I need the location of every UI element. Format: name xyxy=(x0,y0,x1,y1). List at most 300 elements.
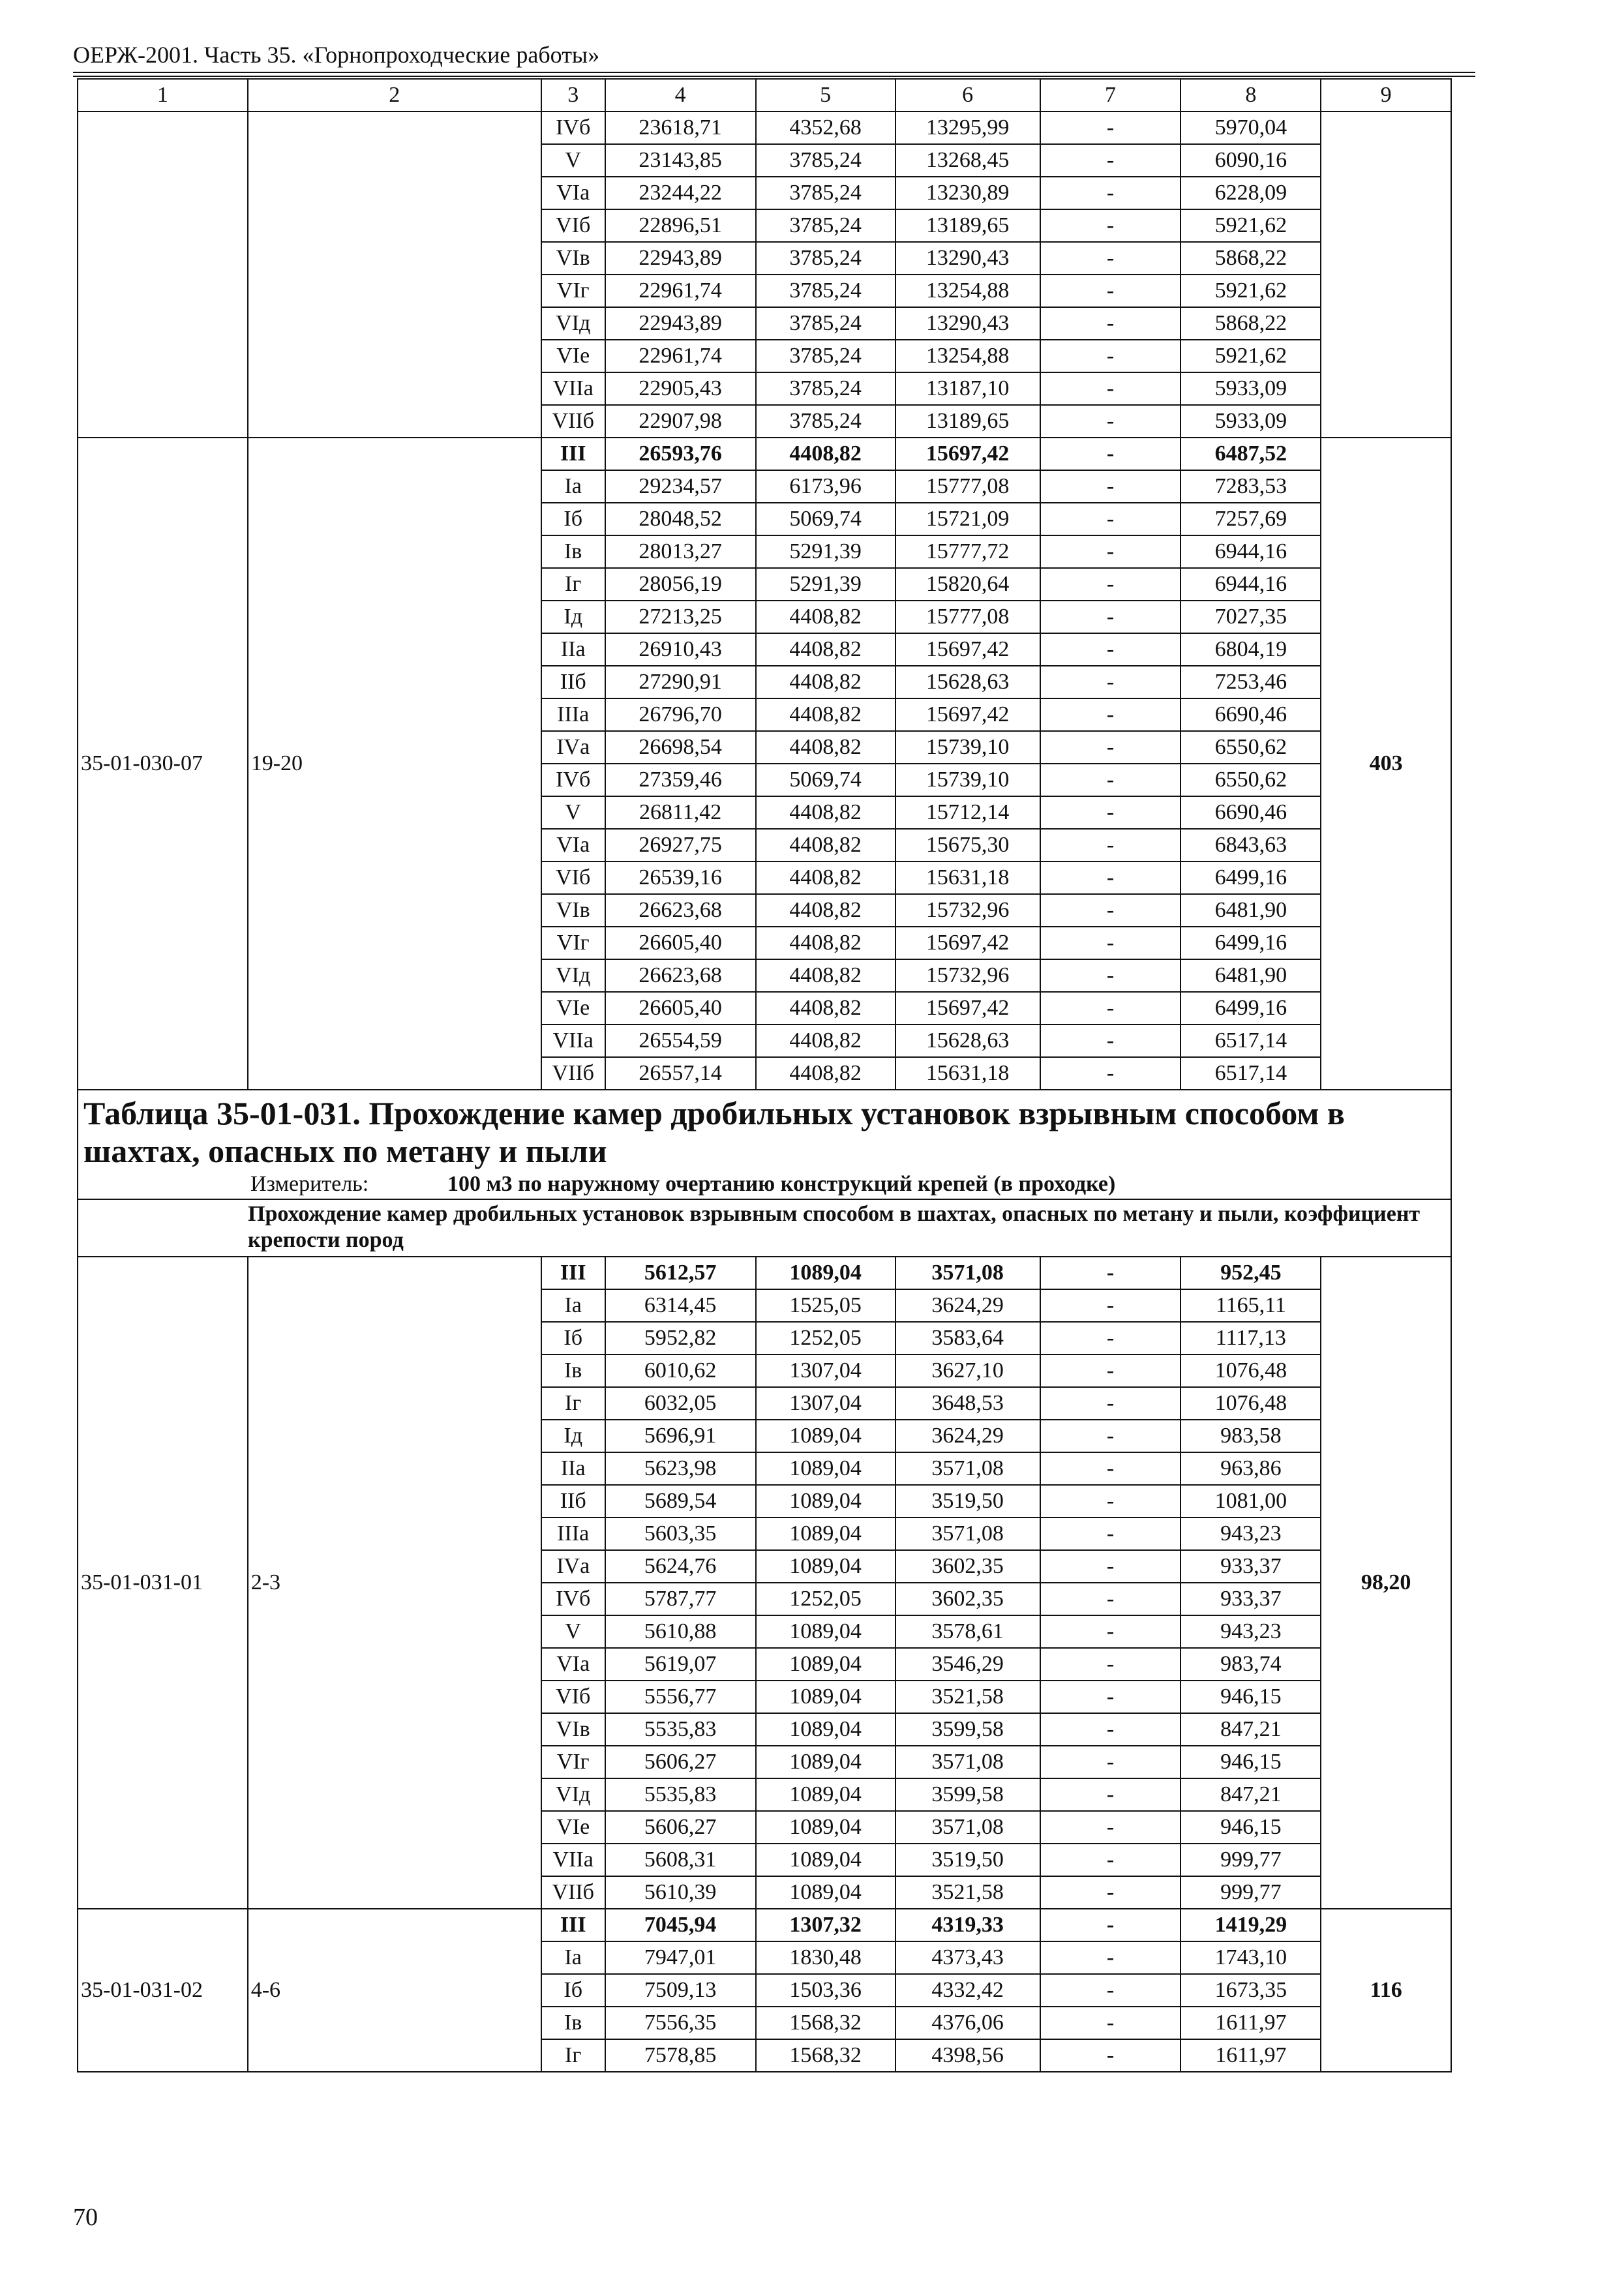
material-cost: 933,37 xyxy=(1180,1583,1321,1615)
column-number-row xyxy=(78,79,1451,112)
labor-cost: 1089,04 xyxy=(756,1844,895,1876)
operator-cost: - xyxy=(1040,340,1181,372)
labor-cost: 4408,82 xyxy=(756,601,895,633)
table-row xyxy=(78,1909,1451,1941)
rock-category: VIв xyxy=(541,894,605,927)
total-cost: 7556,35 xyxy=(605,2007,756,2039)
column-number: 8 xyxy=(1180,79,1321,112)
machine-cost: 3624,29 xyxy=(895,1289,1040,1322)
machine-cost: 15739,10 xyxy=(895,764,1040,796)
operator-cost: - xyxy=(1040,372,1181,405)
total-cost: 26623,68 xyxy=(605,894,756,927)
labor-cost: 1089,04 xyxy=(756,1746,895,1778)
operator-cost: - xyxy=(1040,1778,1181,1811)
material-cost: 1076,48 xyxy=(1180,1387,1321,1420)
material-cost: 5921,62 xyxy=(1180,209,1321,242)
operator-cost: - xyxy=(1040,1648,1181,1681)
rock-category: III xyxy=(541,1257,605,1289)
rock-category: VIIб xyxy=(541,405,605,438)
total-cost: 5610,88 xyxy=(605,1615,756,1648)
machine-cost: 4376,06 xyxy=(895,2007,1040,2039)
labor-cost: 1089,04 xyxy=(756,1648,895,1681)
labor-cost: 3785,24 xyxy=(756,372,895,405)
material-cost: 5933,09 xyxy=(1180,405,1321,438)
table-row xyxy=(78,1257,1451,1289)
material-cost: 1673,35 xyxy=(1180,1974,1321,2007)
total-cost: 26796,70 xyxy=(605,698,756,731)
material-cost: 1117,13 xyxy=(1180,1322,1321,1354)
material-cost: 5868,22 xyxy=(1180,307,1321,340)
rock-category: V xyxy=(541,144,605,177)
total-cost: 28056,19 xyxy=(605,568,756,601)
total-cost: 26811,42 xyxy=(605,796,756,829)
rock-category: IVа xyxy=(541,1550,605,1583)
rock-category: VIб xyxy=(541,1681,605,1713)
machine-cost: 3571,08 xyxy=(895,1452,1040,1485)
labor-hours: 403 xyxy=(1321,438,1451,1090)
operator-cost: - xyxy=(1040,698,1181,731)
rock-category: VIе xyxy=(541,340,605,372)
rock-category: VIе xyxy=(541,1811,605,1844)
measure-value: 100 м3 по наружному очертанию конструкций крепей (в проходке) xyxy=(447,1172,1116,1196)
total-cost: 6032,05 xyxy=(605,1387,756,1420)
labor-cost: 3785,24 xyxy=(756,275,895,307)
total-cost: 5606,27 xyxy=(605,1811,756,1844)
material-cost: 7253,46 xyxy=(1180,666,1321,698)
machine-cost: 4398,56 xyxy=(895,2039,1040,2072)
machine-cost: 3578,61 xyxy=(895,1615,1040,1648)
machine-cost: 13290,43 xyxy=(895,307,1040,340)
rock-category: IIа xyxy=(541,1452,605,1485)
rock-category: VIIа xyxy=(541,1025,605,1057)
material-cost: 6550,62 xyxy=(1180,731,1321,764)
operator-cost: - xyxy=(1040,1583,1181,1615)
operator-cost: - xyxy=(1040,112,1181,144)
machine-cost: 15697,42 xyxy=(895,633,1040,666)
operator-cost: - xyxy=(1040,1387,1181,1420)
machine-cost: 15697,42 xyxy=(895,698,1040,731)
machine-cost: 3571,08 xyxy=(895,1518,1040,1550)
material-cost: 5868,22 xyxy=(1180,242,1321,275)
labor-cost: 6173,96 xyxy=(756,470,895,503)
total-cost: 26623,68 xyxy=(605,959,756,992)
total-cost: 5696,91 xyxy=(605,1420,756,1452)
operator-cost: - xyxy=(1040,829,1181,861)
material-cost: 7257,69 xyxy=(1180,503,1321,535)
operator-cost: - xyxy=(1040,307,1181,340)
material-cost: 1611,97 xyxy=(1180,2039,1321,2072)
machine-cost: 15721,09 xyxy=(895,503,1040,535)
labor-cost: 1568,32 xyxy=(756,2007,895,2039)
operator-cost: - xyxy=(1040,535,1181,568)
operator-cost: - xyxy=(1040,861,1181,894)
machine-cost: 3521,58 xyxy=(895,1681,1040,1713)
rock-strength: 4-6 xyxy=(248,1909,541,2072)
rock-category: IVб xyxy=(541,764,605,796)
rate-code: 35-01-031-01 xyxy=(78,1257,248,1909)
labor-cost: 1568,32 xyxy=(756,2039,895,2072)
labor-cost: 1252,05 xyxy=(756,1322,895,1354)
machine-cost: 4332,42 xyxy=(895,1974,1040,2007)
material-cost: 6517,14 xyxy=(1180,1025,1321,1057)
rock-category: Iд xyxy=(541,601,605,633)
rock-category: Iа xyxy=(541,1941,605,1974)
rock-category: V xyxy=(541,1615,605,1648)
total-cost: 5689,54 xyxy=(605,1485,756,1518)
material-cost: 952,45 xyxy=(1180,1257,1321,1289)
labor-cost: 1089,04 xyxy=(756,1713,895,1746)
total-cost: 23143,85 xyxy=(605,144,756,177)
labor-cost: 4408,82 xyxy=(756,829,895,861)
operator-cost: - xyxy=(1040,177,1181,209)
total-cost: 23244,22 xyxy=(605,177,756,209)
table-title-cell xyxy=(78,1090,1451,1199)
total-cost: 5610,39 xyxy=(605,1876,756,1909)
page-number: 70 xyxy=(73,2204,98,2231)
labor-cost: 4408,82 xyxy=(756,796,895,829)
material-cost: 6481,90 xyxy=(1180,894,1321,927)
rock-strength: 19-20 xyxy=(248,438,541,1090)
labor-cost: 4408,82 xyxy=(756,927,895,959)
total-cost: 22961,74 xyxy=(605,275,756,307)
rock-category: IVб xyxy=(541,112,605,144)
rock-category: VIг xyxy=(541,1746,605,1778)
table-row xyxy=(78,112,1451,144)
machine-cost: 15732,96 xyxy=(895,894,1040,927)
labor-cost: 3785,24 xyxy=(756,177,895,209)
material-cost: 1419,29 xyxy=(1180,1909,1321,1941)
labor-cost: 1089,04 xyxy=(756,1615,895,1648)
machine-cost: 15697,42 xyxy=(895,438,1040,470)
labor-cost: 3785,24 xyxy=(756,209,895,242)
rates-table xyxy=(77,78,1452,2072)
labor-cost: 1089,04 xyxy=(756,1681,895,1713)
total-cost: 27213,25 xyxy=(605,601,756,633)
labor-cost: 3785,24 xyxy=(756,405,895,438)
machine-cost: 13254,88 xyxy=(895,275,1040,307)
total-cost: 7509,13 xyxy=(605,1974,756,2007)
material-cost: 6550,62 xyxy=(1180,764,1321,796)
operator-cost: - xyxy=(1040,1876,1181,1909)
operator-cost: - xyxy=(1040,1420,1181,1452)
rock-category: IIа xyxy=(541,633,605,666)
labor-cost: 4352,68 xyxy=(756,112,895,144)
total-cost: 26554,59 xyxy=(605,1025,756,1057)
machine-cost: 13187,10 xyxy=(895,372,1040,405)
labor-cost: 1830,48 xyxy=(756,1941,895,1974)
rock-category: VIг xyxy=(541,275,605,307)
material-cost: 5933,09 xyxy=(1180,372,1321,405)
column-number: 6 xyxy=(895,79,1040,112)
machine-cost: 15732,96 xyxy=(895,959,1040,992)
labor-cost: 5291,39 xyxy=(756,568,895,601)
labor-cost: 1089,04 xyxy=(756,1485,895,1518)
operator-cost: - xyxy=(1040,568,1181,601)
labor-cost: 1503,36 xyxy=(756,1974,895,2007)
labor-cost: 4408,82 xyxy=(756,959,895,992)
rock-category: IIб xyxy=(541,1485,605,1518)
material-cost: 6481,90 xyxy=(1180,959,1321,992)
labor-cost: 4408,82 xyxy=(756,438,895,470)
rate-code: 35-01-030-07 xyxy=(78,438,248,1090)
operator-cost: - xyxy=(1040,1289,1181,1322)
operator-cost: - xyxy=(1040,894,1181,927)
machine-cost: 3599,58 xyxy=(895,1713,1040,1746)
material-cost: 6843,63 xyxy=(1180,829,1321,861)
column-number: 9 xyxy=(1321,79,1451,112)
machine-cost: 15777,08 xyxy=(895,601,1040,633)
material-cost: 6517,14 xyxy=(1180,1057,1321,1090)
labor-cost: 1089,04 xyxy=(756,1420,895,1452)
operator-cost: - xyxy=(1040,1025,1181,1057)
machine-cost: 3602,35 xyxy=(895,1583,1040,1615)
material-cost: 5921,62 xyxy=(1180,340,1321,372)
total-cost: 5787,77 xyxy=(605,1583,756,1615)
operator-cost: - xyxy=(1040,144,1181,177)
material-cost: 6499,16 xyxy=(1180,992,1321,1025)
rock-category: IIб xyxy=(541,666,605,698)
operator-cost: - xyxy=(1040,2039,1181,2072)
machine-cost: 15631,18 xyxy=(895,1057,1040,1090)
rock-category: Iв xyxy=(541,535,605,568)
rock-category: VIа xyxy=(541,1648,605,1681)
material-cost: 999,77 xyxy=(1180,1876,1321,1909)
machine-cost: 15777,08 xyxy=(895,470,1040,503)
operator-cost: - xyxy=(1040,503,1181,535)
total-cost: 22896,51 xyxy=(605,209,756,242)
labor-cost: 1307,32 xyxy=(756,1909,895,1941)
material-cost: 7027,35 xyxy=(1180,601,1321,633)
total-cost: 7578,85 xyxy=(605,2039,756,2072)
page-header: ОЕРЖ-2001. Часть 35. «Горнопроходческие работы» xyxy=(73,42,600,68)
labor-hours: 98,20 xyxy=(1321,1257,1451,1909)
machine-cost: 3599,58 xyxy=(895,1778,1040,1811)
material-cost: 1076,48 xyxy=(1180,1354,1321,1387)
total-cost: 27359,46 xyxy=(605,764,756,796)
total-cost: 26557,14 xyxy=(605,1057,756,1090)
labor-cost: 1089,04 xyxy=(756,1876,895,1909)
machine-cost: 3571,08 xyxy=(895,1811,1040,1844)
rate-code xyxy=(78,112,248,438)
machine-cost: 15697,42 xyxy=(895,992,1040,1025)
operator-cost: - xyxy=(1040,405,1181,438)
material-cost: 6690,46 xyxy=(1180,698,1321,731)
material-cost: 6944,16 xyxy=(1180,535,1321,568)
total-cost: 22943,89 xyxy=(605,242,756,275)
operator-cost: - xyxy=(1040,1452,1181,1485)
material-cost: 1611,97 xyxy=(1180,2007,1321,2039)
operator-cost: - xyxy=(1040,1746,1181,1778)
column-number: 3 xyxy=(541,79,605,112)
operator-cost: - xyxy=(1040,1811,1181,1844)
labor-cost: 3785,24 xyxy=(756,340,895,372)
column-number: 4 xyxy=(605,79,756,112)
machine-cost: 15631,18 xyxy=(895,861,1040,894)
material-cost: 983,74 xyxy=(1180,1648,1321,1681)
operator-cost: - xyxy=(1040,796,1181,829)
operator-cost: - xyxy=(1040,1322,1181,1354)
rock-category: VIа xyxy=(541,829,605,861)
machine-cost: 3648,53 xyxy=(895,1387,1040,1420)
total-cost: 28048,52 xyxy=(605,503,756,535)
rock-category: Iв xyxy=(541,2007,605,2039)
labor-cost: 1252,05 xyxy=(756,1583,895,1615)
rock-category: VIIб xyxy=(541,1876,605,1909)
machine-cost: 15628,63 xyxy=(895,1025,1040,1057)
machine-cost: 13230,89 xyxy=(895,177,1040,209)
operator-cost: - xyxy=(1040,633,1181,666)
operator-cost: - xyxy=(1040,2007,1181,2039)
operator-cost: - xyxy=(1040,764,1181,796)
operator-cost: - xyxy=(1040,209,1181,242)
rock-category: VIг xyxy=(541,927,605,959)
rate-code: 35-01-031-02 xyxy=(78,1909,248,2072)
machine-cost: 13268,45 xyxy=(895,144,1040,177)
machine-cost: 15712,14 xyxy=(895,796,1040,829)
labor-cost: 3785,24 xyxy=(756,242,895,275)
material-cost: 943,23 xyxy=(1180,1615,1321,1648)
operator-cost: - xyxy=(1040,1974,1181,2007)
rock-category: Iа xyxy=(541,1289,605,1322)
rock-category: VIв xyxy=(541,242,605,275)
machine-cost: 13254,88 xyxy=(895,340,1040,372)
header-rule xyxy=(73,76,1475,77)
labor-cost: 5291,39 xyxy=(756,535,895,568)
rock-category: IIIа xyxy=(541,698,605,731)
operator-cost: - xyxy=(1040,1681,1181,1713)
machine-cost: 15777,72 xyxy=(895,535,1040,568)
rock-category: Iг xyxy=(541,1387,605,1420)
total-cost: 28013,27 xyxy=(605,535,756,568)
total-cost: 5535,83 xyxy=(605,1713,756,1746)
operator-cost: - xyxy=(1040,470,1181,503)
operator-cost: - xyxy=(1040,1615,1181,1648)
rock-category: IIIа xyxy=(541,1518,605,1550)
labor-cost: 1089,04 xyxy=(756,1811,895,1844)
labor-cost: 1307,04 xyxy=(756,1387,895,1420)
rock-category: VIIа xyxy=(541,1844,605,1876)
rock-category: VIб xyxy=(541,861,605,894)
operator-cost: - xyxy=(1040,731,1181,764)
rock-category: Iд xyxy=(541,1420,605,1452)
machine-cost: 15739,10 xyxy=(895,731,1040,764)
total-cost: 5608,31 xyxy=(605,1844,756,1876)
total-cost: 5619,07 xyxy=(605,1648,756,1681)
material-cost: 963,86 xyxy=(1180,1452,1321,1485)
total-cost: 26605,40 xyxy=(605,992,756,1025)
column-number: 5 xyxy=(756,79,895,112)
rock-category: V xyxy=(541,796,605,829)
material-cost: 1743,10 xyxy=(1180,1941,1321,1974)
rock-strength xyxy=(248,112,541,438)
operator-cost: - xyxy=(1040,1550,1181,1583)
rock-category: Iа xyxy=(541,470,605,503)
total-cost: 26605,40 xyxy=(605,927,756,959)
rock-category: Iг xyxy=(541,2039,605,2072)
header-rule xyxy=(73,72,1475,73)
machine-cost: 3519,50 xyxy=(895,1485,1040,1518)
machine-cost: 3546,29 xyxy=(895,1648,1040,1681)
total-cost: 5623,98 xyxy=(605,1452,756,1485)
total-cost: 5612,57 xyxy=(605,1257,756,1289)
material-cost: 6804,19 xyxy=(1180,633,1321,666)
labor-cost: 4408,82 xyxy=(756,1057,895,1090)
operator-cost: - xyxy=(1040,1941,1181,1974)
labor-cost: 1307,04 xyxy=(756,1354,895,1387)
table-row xyxy=(78,438,1451,470)
total-cost: 7947,01 xyxy=(605,1941,756,1974)
operator-cost: - xyxy=(1040,1518,1181,1550)
labor-cost: 4408,82 xyxy=(756,1025,895,1057)
total-cost: 22961,74 xyxy=(605,340,756,372)
labor-cost: 5069,74 xyxy=(756,503,895,535)
labor-cost: 1089,04 xyxy=(756,1257,895,1289)
labor-cost: 4408,82 xyxy=(756,731,895,764)
operator-cost: - xyxy=(1040,1713,1181,1746)
material-cost: 943,23 xyxy=(1180,1518,1321,1550)
material-cost: 999,77 xyxy=(1180,1844,1321,1876)
rock-category: Iв xyxy=(541,1354,605,1387)
rock-category: VIд xyxy=(541,307,605,340)
total-cost: 5603,35 xyxy=(605,1518,756,1550)
machine-cost: 4373,43 xyxy=(895,1941,1040,1974)
machine-cost: 3624,29 xyxy=(895,1420,1040,1452)
machine-cost: 3519,50 xyxy=(895,1844,1040,1876)
labor-cost: 1089,04 xyxy=(756,1518,895,1550)
operator-cost: - xyxy=(1040,1485,1181,1518)
material-cost: 6944,16 xyxy=(1180,568,1321,601)
labor-cost: 1089,04 xyxy=(756,1452,895,1485)
operator-cost: - xyxy=(1040,1844,1181,1876)
total-cost: 5952,82 xyxy=(605,1322,756,1354)
material-cost: 1081,00 xyxy=(1180,1485,1321,1518)
material-cost: 847,21 xyxy=(1180,1778,1321,1811)
total-cost: 22907,98 xyxy=(605,405,756,438)
material-cost: 847,21 xyxy=(1180,1713,1321,1746)
material-cost: 933,37 xyxy=(1180,1550,1321,1583)
total-cost: 6010,62 xyxy=(605,1354,756,1387)
machine-cost: 3627,10 xyxy=(895,1354,1040,1387)
machine-cost: 13189,65 xyxy=(895,405,1040,438)
machine-cost: 15628,63 xyxy=(895,666,1040,698)
material-cost: 5921,62 xyxy=(1180,275,1321,307)
machine-cost: 15820,64 xyxy=(895,568,1040,601)
measure-line xyxy=(83,1170,1445,1199)
total-cost: 26539,16 xyxy=(605,861,756,894)
operator-cost: - xyxy=(1040,1909,1181,1941)
operator-cost: - xyxy=(1040,1354,1181,1387)
material-cost: 6690,46 xyxy=(1180,796,1321,829)
rock-category: VIIб xyxy=(541,1057,605,1090)
table-description-row xyxy=(78,1199,1451,1257)
rock-category: VIIа xyxy=(541,372,605,405)
material-cost: 5970,04 xyxy=(1180,112,1321,144)
total-cost: 23618,71 xyxy=(605,112,756,144)
labor-cost: 4408,82 xyxy=(756,894,895,927)
table-title-row xyxy=(78,1090,1451,1199)
rock-category: VIд xyxy=(541,1778,605,1811)
labor-cost: 4408,82 xyxy=(756,666,895,698)
material-cost: 983,58 xyxy=(1180,1420,1321,1452)
machine-cost: 15675,30 xyxy=(895,829,1040,861)
total-cost: 22905,43 xyxy=(605,372,756,405)
machine-cost: 3521,58 xyxy=(895,1876,1040,1909)
table-description: Прохождение камер дробильных установок взрывным способом в шахтах, опасных по метану и пыли, коэффициент крепости пород xyxy=(78,1199,1451,1257)
rock-category: VIе xyxy=(541,992,605,1025)
material-cost: 6499,16 xyxy=(1180,927,1321,959)
material-cost: 6090,16 xyxy=(1180,144,1321,177)
total-cost: 5606,27 xyxy=(605,1746,756,1778)
